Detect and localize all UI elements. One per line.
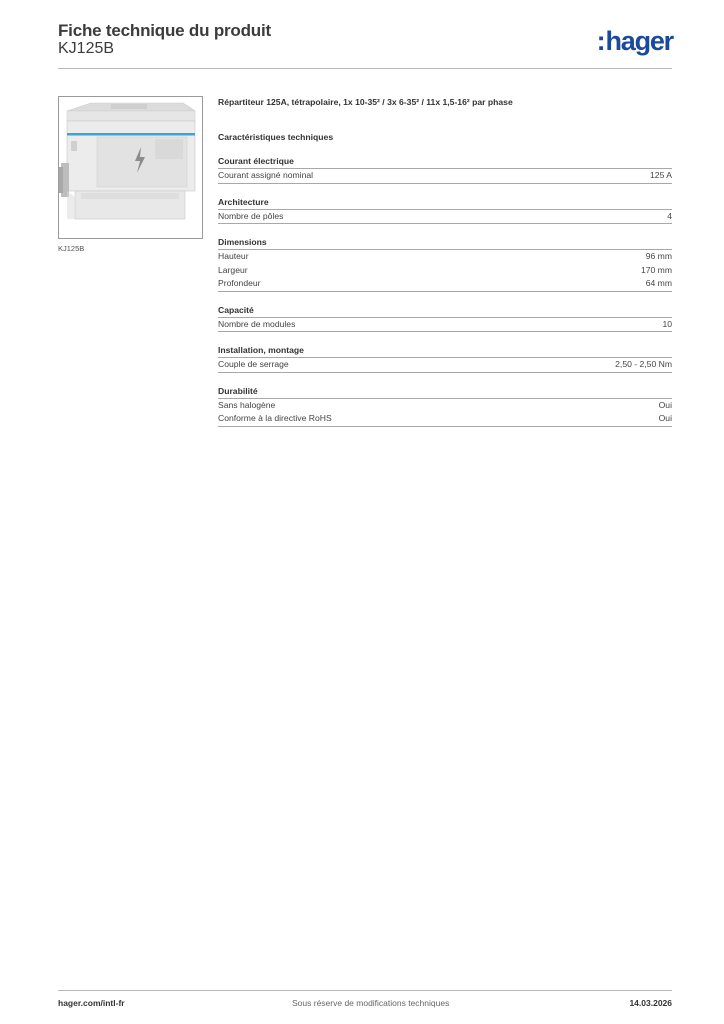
logo-colon-icon: : bbox=[596, 26, 605, 56]
section-title: Caractéristiques techniques bbox=[218, 132, 334, 142]
spec-label: Sans halogène bbox=[218, 399, 276, 410]
image-caption: KJ125B bbox=[58, 244, 85, 253]
spec-value: 4 bbox=[667, 210, 672, 221]
distribution-block-image bbox=[59, 97, 202, 238]
spec-group-title: Architecture bbox=[218, 196, 672, 210]
spec-group-title: Dimensions bbox=[218, 236, 672, 250]
spec-label: Largeur bbox=[218, 264, 248, 275]
spec-row bbox=[218, 210, 672, 225]
spec-row bbox=[218, 277, 672, 292]
spec-label: Hauteur bbox=[218, 251, 249, 261]
spec-group-installation bbox=[218, 344, 672, 373]
spec-value: 64 mm bbox=[645, 278, 672, 288]
spec-group-title: Courant électrique bbox=[218, 155, 672, 169]
spec-label: Nombre de pôles bbox=[218, 210, 284, 221]
spec-row bbox=[218, 264, 672, 278]
spec-label: Couple de serrage bbox=[218, 359, 289, 369]
spec-value: 10 bbox=[662, 318, 672, 329]
spec-row bbox=[218, 169, 672, 184]
product-description: Répartiteur 125A, tétrapolaire, 1x 10-35² / 3x 6-35² / 11x 1,5-16² par phase bbox=[218, 97, 513, 107]
spec-group-capacite bbox=[218, 304, 672, 333]
spec-row bbox=[218, 412, 672, 427]
product-reference: KJ125B bbox=[58, 40, 115, 57]
spec-value: 2,50 - 2,50 Nm bbox=[615, 359, 672, 369]
spec-value: Oui bbox=[658, 399, 672, 410]
footer-disclaimer: Sous réserve de modifications techniques bbox=[292, 998, 450, 1008]
spec-group-title: Capacité bbox=[218, 304, 672, 318]
spec-label: Nombre de modules bbox=[218, 318, 296, 329]
spec-row bbox=[218, 358, 672, 373]
product-image-frame bbox=[58, 96, 203, 239]
spec-label: Profondeur bbox=[218, 278, 261, 288]
footer-date: 14.03.2026 bbox=[629, 998, 672, 1008]
page-title: Fiche technique du produit bbox=[58, 21, 271, 40]
hager-logo[interactable] bbox=[597, 28, 673, 55]
spec-value: Oui bbox=[658, 413, 672, 423]
header-divider bbox=[58, 68, 672, 69]
footer-divider bbox=[58, 990, 672, 991]
spec-group-architecture bbox=[218, 196, 672, 225]
spec-group-courant bbox=[218, 155, 672, 184]
spec-label: Courant assigné nominal bbox=[218, 170, 314, 180]
spec-value: 170 mm bbox=[640, 264, 672, 275]
footer-website-link[interactable]: hager.com/intl-fr bbox=[58, 998, 125, 1008]
spec-value: 125 A bbox=[650, 170, 672, 180]
spec-value: 96 mm bbox=[645, 251, 672, 261]
specs-content bbox=[218, 96, 672, 427]
spec-row bbox=[218, 399, 672, 413]
spec-label: Conforme à la directive RoHS bbox=[218, 413, 332, 423]
spec-group-dimensions bbox=[218, 236, 672, 292]
logo-text: hager bbox=[605, 26, 673, 56]
spec-row bbox=[218, 318, 672, 333]
spec-group-title: Durabilité bbox=[218, 385, 672, 399]
spec-row bbox=[218, 250, 672, 264]
spec-group-title: Installation, montage bbox=[218, 344, 672, 358]
spec-group-durabilite bbox=[218, 385, 672, 427]
